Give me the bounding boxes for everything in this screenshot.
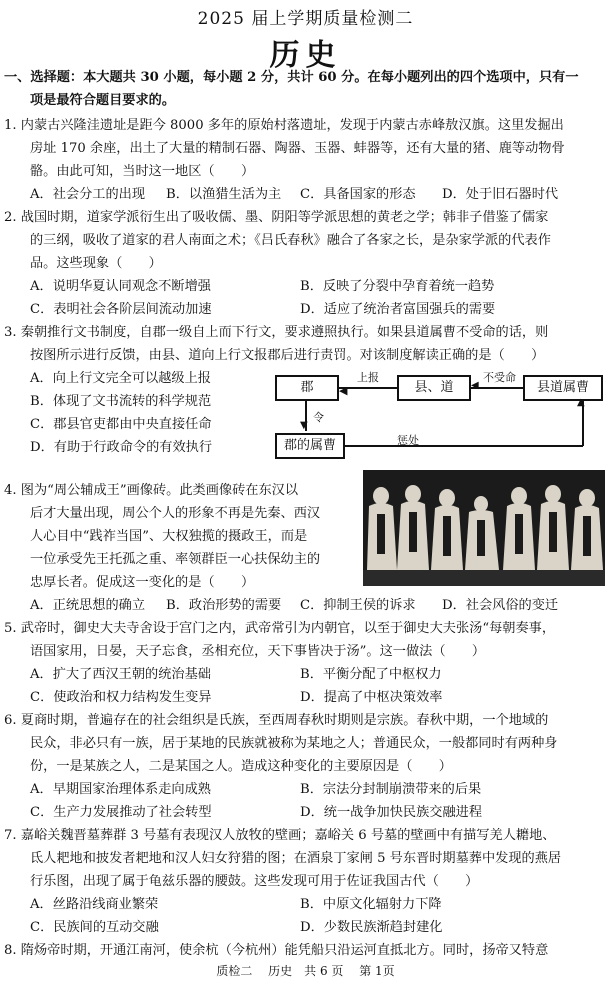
q4-stem-line1: 4. 图为“周公辅成王”画像砖。此类画像砖在东汉以: [4, 483, 299, 498]
q2-option-b[interactable]: B．反映了分裂中孕育着统一趋势: [300, 279, 495, 294]
q4-option-b[interactable]: B．政治形势的需要: [166, 598, 282, 613]
page-footer: 质检二 历史 共 6 页 第 1页: [216, 964, 395, 978]
label-shangbao: 上报: [357, 371, 379, 384]
q5-option-d[interactable]: D．提高了中枢决策效率: [300, 690, 443, 705]
q3-document-flow-diagram: [275, 365, 605, 465]
q7-stem-line2: 氐人耙地和披发者耙地和汉人妇女狩猎的图；在酒泉丁家闸 5 号东晋时期墓葬中发现的燕居: [30, 851, 562, 866]
arrow-chuchu-head: ▲: [577, 397, 585, 408]
zhougong-fu-chengwang-brick-image: [363, 470, 605, 586]
q6-stem-line3: 份，一是某族之人，二是某国之人。造成这种变化的主要原因是（ ）: [30, 759, 452, 774]
q3-option-a[interactable]: A．向上行文完全可以越级上报: [30, 371, 211, 386]
arrow-shangbao-head: ◀: [339, 384, 348, 397]
diagram-box-jun-shucao: 郡的属曹: [275, 433, 345, 459]
q4-stem-line4: 一位承受先王托孤之重、率领群臣一心扶保幼主的: [30, 552, 321, 567]
q4-stem-line5: 忠厚长者。促成这一变化的是（ ）: [30, 575, 255, 590]
q4-option-a[interactable]: A．正统思想的确立: [30, 598, 146, 613]
q6-option-b[interactable]: B．宗法分封制崩溃带来的后果: [300, 782, 482, 797]
q1-option-c[interactable]: C．具备国家的形态: [300, 187, 416, 202]
q5-stem-line2: 语国家用，日晏，天子忘食，丞相充位，天下事皆决于汤”。这一做法（ ）: [30, 644, 486, 659]
label-bushouming: 不受命: [483, 371, 516, 384]
arrow-chuchu-line-h: [345, 445, 583, 447]
q8-stem-line1: 8. 隋炀帝时期，开通江南河，使余杭（今杭州）能凭船只沿运河直抵北方。同时，扬帝又特意: [4, 943, 549, 958]
q2-option-a[interactable]: A．说明华夏认同观念不断增强: [30, 279, 211, 294]
q3-option-b[interactable]: B．体现了文书流转的科学规范: [30, 394, 212, 409]
q6-stem-line2: 民众，非必只有一族，居于某地的民族就被称为某地之人；普通民众，一般都同时有两种身: [30, 736, 558, 751]
q5-option-a[interactable]: A．扩大了西汉王朝的统治基础: [30, 667, 211, 682]
diagram-box-xiandao-shucao: 县道属曹: [523, 375, 603, 401]
section-instructions-line1: 一、选择题：本大题共 30 小题，每小题 2 分，共计 60 分。在每小题列出的四个选项中，只有一: [4, 70, 579, 85]
q3-option-c[interactable]: C．郡县官吏都由中央直接任命: [30, 417, 212, 432]
q5-option-b[interactable]: B．平衡分配了中枢权力: [300, 667, 442, 682]
q1-option-d[interactable]: D．处于旧石器时代: [442, 187, 559, 202]
brick-relief-figures: [363, 470, 605, 586]
q4-option-c[interactable]: C．抑制王侯的诉求: [300, 598, 416, 613]
diagram-box-jun: 郡: [275, 375, 339, 401]
q7-option-c[interactable]: C．民族间的互动交融: [30, 920, 159, 935]
q4-stem-line2: 后才大量出现，周公个人的形象不再是先秦、西汉: [30, 506, 321, 521]
label-chuchu: 惩处: [397, 434, 419, 447]
exam-subtitle: 2025 届上学期质量检测二: [197, 9, 414, 29]
q2-stem-line3: 品。这些现象（ ）: [30, 256, 162, 271]
q7-stem-line3: 行乐图，出现了属于龟兹乐器的腰鼓。这些发现可用于佐证我国古代（ ）: [30, 874, 479, 889]
q7-option-b[interactable]: B．中原文化辐射力下降: [300, 897, 442, 912]
q1-option-b[interactable]: B．以渔猎生活为主: [166, 187, 282, 202]
q3-stem-line1: 3. 秦朝推行文书制度，自郡一级自上而下行文，要求遵照执行。如果县道属曹不受命的话，则: [4, 325, 549, 340]
q7-option-a[interactable]: A．丝路沿线商业繁荣: [30, 897, 159, 912]
q2-stem-line2: 的三纲，吸收了道家的君人南面之术；《吕氏春秋》融合了各家之长，是杂家学派的代表作: [30, 233, 551, 248]
q6-option-c[interactable]: C．生产力发展推动了社会转型: [30, 805, 212, 820]
label-ling: 令: [313, 411, 324, 424]
arrow-ling-head: ▼: [300, 420, 308, 431]
q1-stem-line1: 1. 内蒙古兴隆洼遗址是距今 8000 多年的原始村落遗址，发现于内蒙古赤峰敖汉旗。这里发掘出: [4, 118, 564, 133]
q4-stem-line3: 人心目中“践祚当国”、大权独揽的摄政王，而是: [30, 529, 308, 544]
q2-option-d[interactable]: D．适应了统治者富国强兵的需要: [300, 302, 496, 317]
q6-stem-line1: 6. 夏商时期，普遍存在的社会组织是氏族，至西周春秋时期则是宗族。春秋中期，一个地域的: [4, 713, 549, 728]
q6-option-a[interactable]: A．早期国家治理体系走向成熟: [30, 782, 211, 797]
q5-stem-line1: 5. 武帝时，御史大夫寺舍设于宫门之内，武帝常引为内朝官，以至于御史大夫张汤“每朝奏事，: [4, 621, 556, 636]
q2-option-c[interactable]: C．表明社会各阶层间流动加速: [30, 302, 212, 317]
arrow-bushouming-head: ◀: [471, 380, 479, 391]
q3-option-d[interactable]: D．有助于行政命令的有效执行: [30, 440, 213, 455]
arrow-shangbao-line: [339, 387, 397, 389]
q4-option-d[interactable]: D．社会风俗的变迁: [442, 598, 559, 613]
exam-title: 历史: [269, 38, 342, 73]
q2-stem-line1: 2. 战国时期，道家学派衍生出了吸收儒、墨、阴阳等学派思想的黄老之学；韩非子借鉴了儒家: [4, 210, 549, 225]
q5-option-c[interactable]: C．使政治和权力结构发生变异: [30, 690, 212, 705]
q1-stem-line3: 骼。由此可知，当时这一地区（ ）: [30, 164, 255, 179]
q1-option-a[interactable]: A．社会分工的出现: [30, 187, 146, 202]
q1-stem-line2: 房址 170 余座，出土了大量的精制石器、陶器、玉器、蚌器等，还有大量的猪、鹿等动物骨: [30, 141, 565, 156]
q7-option-d[interactable]: D．少数民族渐趋封建化: [300, 920, 443, 935]
section-instructions-line2: 项是最符合题目要求的。: [30, 93, 176, 108]
q7-stem-line1: 7. 嘉峪关魏晋墓葬群 3 号墓有表现汉人放牧的壁画；嘉峪关 6 号墓的壁画中有描写羌人耱地、: [4, 828, 556, 843]
q6-option-d[interactable]: D．统一战争加快民族交融进程: [300, 805, 483, 820]
diagram-box-xiandao: 县、道: [397, 375, 471, 401]
q3-stem-line2: 按图所示进行反馈，由县、道向上行文报郡后进行责罚。对该制度解读正确的是（ ）: [30, 348, 545, 363]
